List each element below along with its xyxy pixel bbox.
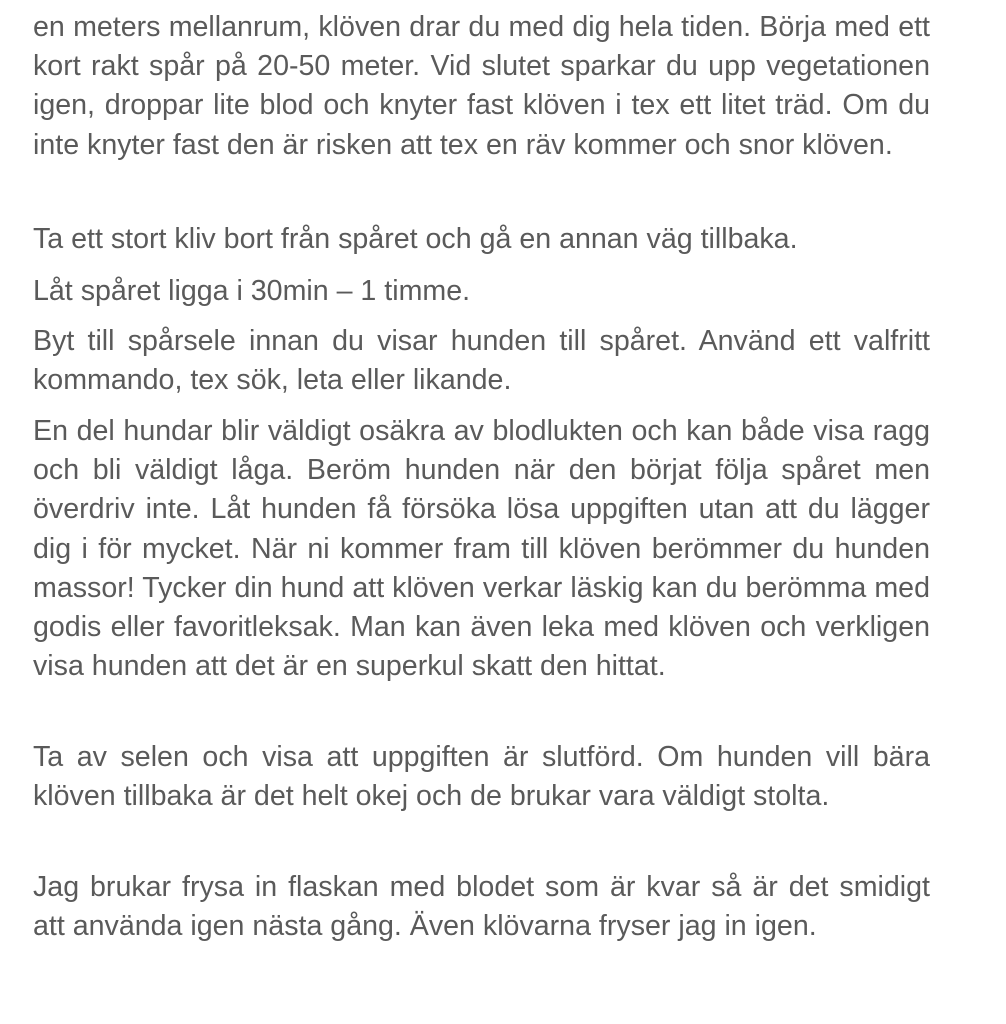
paragraph-step-away: Ta ett stort kliv bort från spåret och gå en annan väg tillbaka. — [33, 223, 798, 255]
paragraph-freeze-blood: Jag brukar frysa in flaskan med blodet som är kvar så är det smidigt att använda igen nästa gång. Även klövarna fryser jag in igen. — [33, 871, 930, 943]
paragraph-finish-task: Ta av selen och visa att uppgiften är slutförd. Om hunden vill bära klöven tillbaka är det helt okej och de brukar vara väldigt stolta. — [33, 741, 930, 813]
paragraph-harness-command: Byt till spårsele innan du visar hunden till spåret. Använd ett valfritt kommando, tex sök, leta eller likande. — [33, 325, 930, 397]
paragraph-track-laying: en meters mellanrum, klöven drar du med dig hela tiden. Börja med ett kort rakt spår på 20-50 meter. Vid slutet sparkar du upp vegetationen igen, droppar lite blod och knyter fast klöven i tex ett litet träd. Om du inte knyter fast den är risken att tex en räv kommer och snor klöven. — [33, 11, 930, 161]
paragraph-praise-dog: En del hundar blir väldigt osäkra av blodlukten och kan både visa ragg och bli väldigt låga. Beröm hunden när den börjat följa spåret men överdriv inte. Låt hunden få försöka lösa uppgiften utan att du lägger dig i för mycket. När ni kommer fram till klöven berömmer du hunden massor! Tycker din hund att klöven verkar läskig kan du berömma med godis eller favoritleksak. Man kan även leka med klöven och verkligen visa hunden att det är en superkul skatt den hittat. — [33, 415, 930, 683]
document-page — [33, 0, 930, 1024]
paragraph-wait-time: Låt spåret ligga i 30min – 1 timme. — [33, 275, 471, 307]
